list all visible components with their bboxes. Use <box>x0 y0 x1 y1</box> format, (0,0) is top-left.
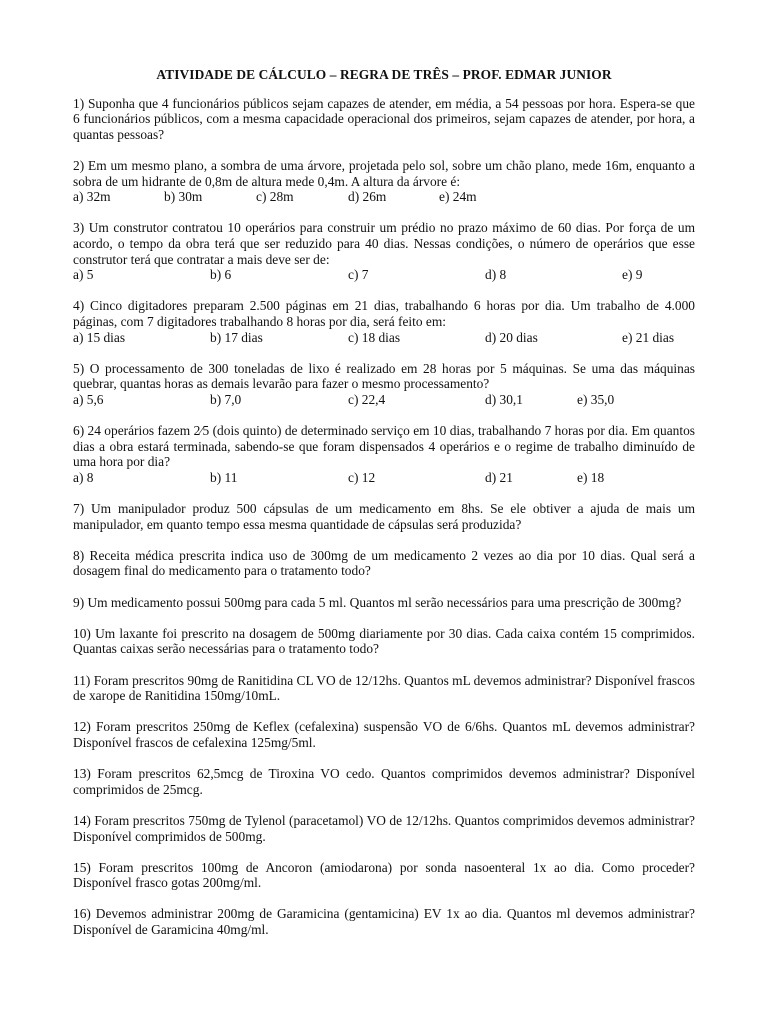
question-5-option-c: c) 22,4 <box>348 391 386 407</box>
question-2-option-b: b) 30m <box>164 189 203 205</box>
question-4-option-c: c) 18 dias <box>348 329 401 345</box>
question-7 <box>73 501 695 532</box>
question-4 <box>73 298 695 345</box>
question-4-options <box>73 330 695 346</box>
question-4-option-e: e) 21 dias <box>622 329 675 345</box>
question-14-text: 14) Foram prescritos 750mg de Tylenol (paracetamol) VO de 12/12hs. Quantos comprimidos devemos administrar? Disponível comprimidos de 500mg. <box>73 812 695 844</box>
question-1 <box>73 96 695 143</box>
question-3-option-a: a) 5 <box>73 267 94 283</box>
question-13 <box>73 766 695 797</box>
question-3-option-c: c) 7 <box>348 267 369 283</box>
question-12-text: 12) Foram prescritos 250mg de Keflex (cefalexina) suspensão VO de 6/6hs. Quantos mL devemos administrar? Disponível frascos de cefalexina 125mg/5ml. <box>73 719 695 750</box>
question-3 <box>73 220 695 282</box>
question-9-text: 9) Um medicamento possui 500mg para cada 5 ml. Quantos ml serão necessários para uma prescrição de 300mg? <box>73 594 682 610</box>
question-5-text: 5) O processamento de 300 toneladas de lixo é realizado em 28 horas por 5 máquinas. Se uma das máquinas quebrar, quantas horas as demais levarão para fazer o mesmo processamento? <box>73 360 695 392</box>
question-9 <box>73 595 695 611</box>
question-15 <box>73 860 695 891</box>
question-5-option-a: a) 5,6 <box>73 391 104 407</box>
document-title: ATIVIDADE DE CÁLCULO – REGRA DE TRÊS – PROF. EDMAR JUNIOR <box>156 67 612 82</box>
question-2-text: 2) Em um mesmo plano, a sombra de uma árvore, projetada pelo sol, sobre um chão plano, mede 16m, enquanto a sobra de um hidrante de 0,8m de altura mede 0,4m. A altura da árvore é: <box>73 157 695 189</box>
question-6-options <box>73 470 695 486</box>
question-3-option-e: e) 9 <box>622 267 643 283</box>
question-12 <box>73 719 695 750</box>
question-11 <box>73 673 695 704</box>
question-6-option-b: b) 11 <box>210 469 238 485</box>
question-2-option-e: e) 24m <box>439 189 477 205</box>
question-6 <box>73 423 695 485</box>
question-5-option-d: d) 30,1 <box>485 391 523 407</box>
question-4-text: 4) Cinco digitadores preparam 2.500 páginas em 21 dias, trabalhando 6 horas por dia. Um trabalho de 4.000 páginas, com 7 digitadores trabalhando 8 horas por dia, será feito em: <box>73 298 695 329</box>
question-6-option-c: c) 12 <box>348 469 376 485</box>
question-14 <box>73 813 695 844</box>
question-13-text: 13) Foram prescritos 62,5mcg de Tiroxina VO cedo. Quantos comprimidos devemos administrar? Disponível comprimidos de 25mcg. <box>73 766 695 797</box>
question-16-text: 16) Devemos administrar 200mg de Garamicina (gentamicina) EV 1x ao dia. Quantos ml devemos administrar? Disponível de Garamicina 40mg/ml. <box>73 906 695 938</box>
question-3-option-d: d) 8 <box>485 267 507 283</box>
question-6-option-d: d) 21 <box>485 469 513 485</box>
question-10-text: 10) Um laxante foi prescrito na dosagem de 500mg diariamente por 30 dias. Cada caixa contém 15 comprimidos. Quantas caixas serão necessárias para o tratamento todo? <box>73 625 695 657</box>
question-2-options <box>73 189 695 205</box>
question-8-text: 8) Receita médica prescrita indica uso de 300mg de um medicamento 2 vezes ao dia por 10 dias. Qual será a dosagem final do medicamento para o tratamento todo? <box>73 547 695 579</box>
question-6-option-a: a) 8 <box>73 469 94 485</box>
question-2-option-d: d) 26m <box>348 189 387 205</box>
question-1-text: 1) Suponha que 4 funcionários públicos sejam capazes de atender, em média, a 54 pessoas por hora. Espera-se que 6 funcionários públicos, com a mesma capacidade operacional dos primeiros, sejam capazes de atender, por hora, a quantas pessoas? <box>73 95 695 142</box>
question-4-option-a: a) 15 dias <box>73 329 126 345</box>
question-5-option-e: e) 35,0 <box>577 391 615 407</box>
question-3-option-b: b) 6 <box>210 267 232 283</box>
question-2-option-a: a) 32m <box>73 189 111 205</box>
question-5-option-b: b) 7,0 <box>210 391 242 407</box>
question-3-options <box>73 267 695 283</box>
question-6-text: 6) 24 operários fazem 2⁄5 (dois quinto) de determinado serviço em 10 dias, trabalhando 7 horas por dia. Em quantos dias a obra estará terminada, sabendo-se que foram dispensados 4 operários e o regime de trabalho diminuído de uma hora por dia? <box>73 423 695 470</box>
question-3-text: 3) Um construtor contratou 10 operários para construir um prédio no prazo máximo de 60 dias. Por força de um acordo, o tempo da obra terá que ser reduzido para 40 dias. Nessas condições, o número de operários que esse construtor terá que contratar a mais deve ser de: <box>73 220 695 267</box>
question-10 <box>73 626 695 657</box>
question-6-option-e: e) 18 <box>577 469 605 485</box>
question-2 <box>73 158 695 205</box>
question-16 <box>73 906 695 937</box>
question-15-text: 15) Foram prescritos 100mg de Ancoron (amiodarona) por sonda nasoenteral 1x ao dia. Como proceder? Disponível frasco gotas 200mg/ml. <box>73 859 695 891</box>
question-2-option-c: c) 28m <box>256 189 294 205</box>
question-8 <box>73 548 695 579</box>
question-5 <box>73 361 695 408</box>
question-4-option-d: d) 20 dias <box>485 329 538 345</box>
question-11-text: 11) Foram prescritos 90mg de Ranitidina CL VO de 12/12hs. Quantos mL devemos administrar? Disponível frascos de xarope de Ranitidina 150mg/10mL. <box>73 672 695 704</box>
question-7-text: 7) Um manipulador produz 500 cápsulas de um medicamento em 8hs. Se ele obtiver a ajuda de mais um manipulador, em quanto tempo essa mesma quantidade de cápsulas será produzida? <box>73 501 695 532</box>
question-5-options <box>73 392 695 408</box>
question-4-option-b: b) 17 dias <box>210 329 263 345</box>
